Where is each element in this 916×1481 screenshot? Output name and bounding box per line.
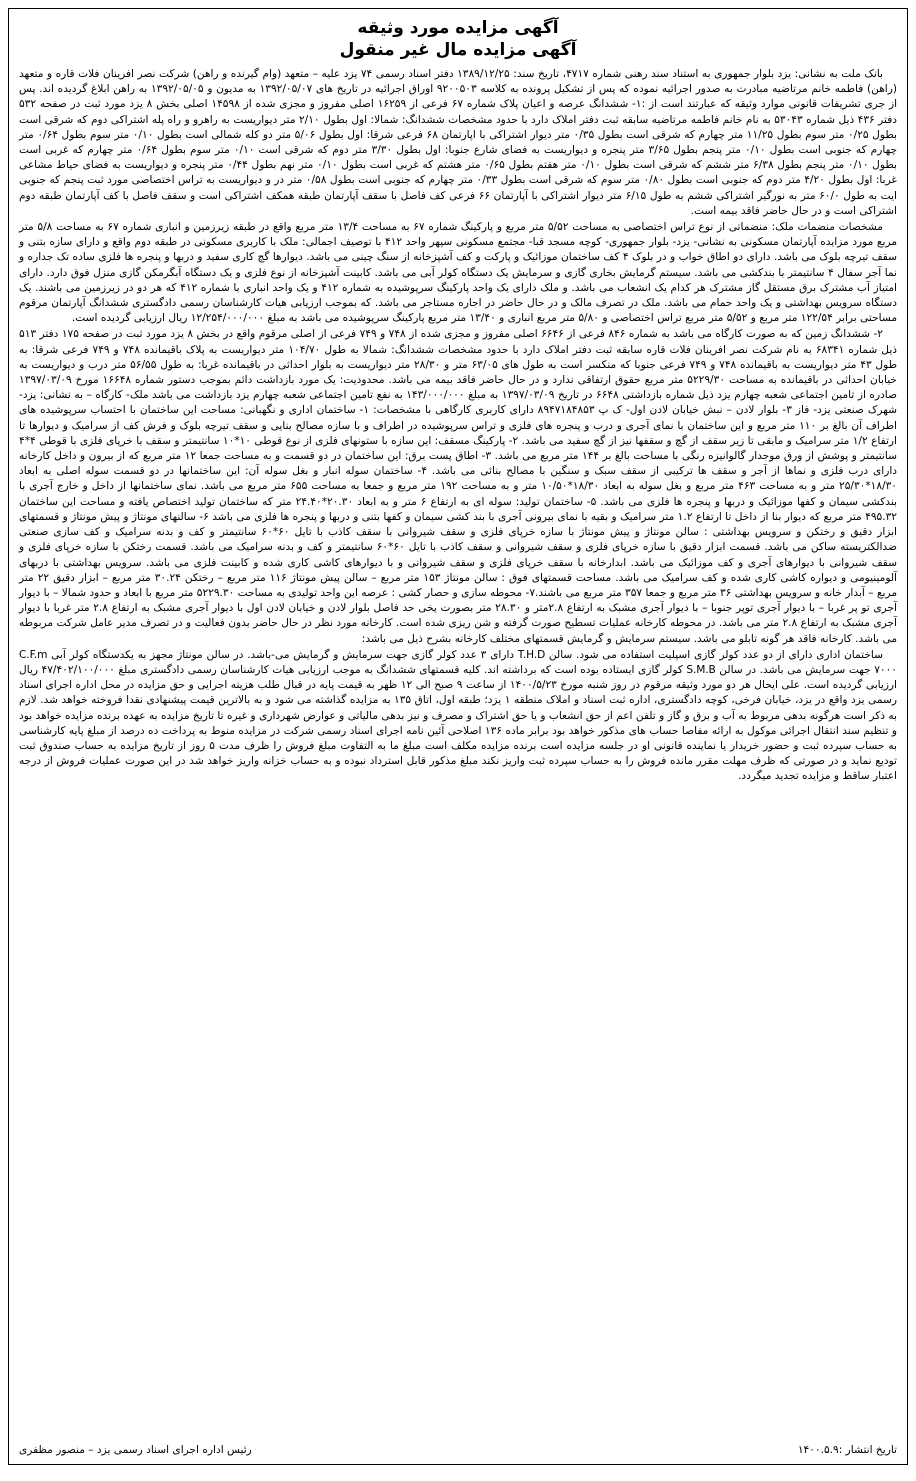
- signature-line: رئیس اداره اجرای اسناد رسمی یزد – منصور مظفری: [19, 1444, 252, 1456]
- paragraph-collateral-2: ۲- ششدانگ زمین که به صورت کارگاه می باشد به شماره ۸۴۶ فرعی از ۶۶۴۶ اصلی مفروز و مجزی شده از ۷۴۸ و ۷۴۹ فرعی از اصلی مرقوم واقع در بخش ۸ یزد مورد ثبت در صفحه ۱۷۵ دفتر ۵۱۳ ذیل شماره ۶۸۳۴۱ به نام شرکت نصر افرینان فلات قاره سابقه ثبت دفتر املاک دارد با حدود مشخصات ششدانگ: شمالا به طول ۱۰۴/۷۰ متر دیواریست به پلاک باقیمانده ۷۴۸ و ۷۴۹ فرعی شرقا: به طول ۴۳ متر دیواریست به باقیمانده ۷۴۸ و ۷۴۹ فرعی جنوبا که منکسر است به طول های ۶۳/۰۵ متر و ۲۸/۳۰ متر دیواریست به بلوار احداثی در باقیمانده غربا: به طول ۵۶/۵۵ متر درب و دیواریست به خیابان احداثی در باقیمانده به مساحت ۵۲۲۹/۳۰ متر مربع حقوق ارتفاقی ندارد و در حال حاضر فاقد بیمه می باشد. محدودیت: یک مورد بازداشت دائم بموجب دستور شماره ۱۶۶۴۸ مورخ ۱۳۹۷/۰۳/۰۹ صادره از تامین اجتماعی شعبه چهارم یزد ذیل شماره بازداشتی ۶۶۴۸ در تاریخ ۱۳۹۷/۰۳/۰۹ به مبلغ ۱۴۳/۰۰۰/۰۰۰ به نفع تامین اجتماعی شعبه چهارم یزد بازداشت می باشد ملک- کارگاه – به نشانی: یزد- شهرک صنعتی یزد- فاز ۳- بلوار لادن – نبش خیابان لادن اول- ک پ ۸۹۴۷۱۸۴۸۵۳ دارای کاربری کارگاهی با مشخصات: ۱- ساختمان اداری و نگهبانی: مساحت این ساختمان با احتساب سرپوشیده های اطراف آن بالغ بر ۱۱۰ متر مربع و این ساختمان با نمای آجری و درب و پنجره های فلزی و تراس سرپوشیده در اطراف و با سازه مصالح بنایی و سقف تیرچه بلوک و فرش کف از سرامیک و دیوارها تا ارتفاع ۱/۲ متر سرامیک و مابقی تا زیر سقف از گچ و سقفها نیز از گچ سفید می باشد. ۲- پارکینگ مسقف: این سازه با ستونهای فلزی از نوع قوطی ۱۰*۱۰ سانتیمتر و سقف با خرپای فلزی با قوطی ۴*۴ سانتیمتر و پوشش از ورق موجدار گالوانیزه رنگی با مساحت بالغ بر ۱۴۴ متر مربع می باشد. ۳- اطاق پست برق: این ساختمان در دو قسمت و به مساحت جمعا ۱۲ متر مربع که از بیرون و داخل کارخانه دارای درب فلزی و نماها از آجر و سقف ها ترکیبی از سقف سبک و سنگین با مصالح بنائی می باشد. ۴- ساختمان سوله انبار و بغل سوله آن: این ساختمانها در دو قسمت سوله اصلی به ابعاد ۱۸/۳۰*۲۵/۳۰ متر و به مساحت ۴۶۳ متر مربع و بغل سوله به ابعاد ۱۸/۳۰*۱۰/۵۰ متر و به مساحت ۱۹۲ متر مربع و جمعا به مساحت ۶۵۵ متر مربع می باشد. نمای ساختمانها از داخل و خارج آجری با بندکشی سیمان و کفها موزائیک و دربها و پنجره ها فلزی می باشد. ۵- ساختمان تولید: سوله ای به ارتفاع ۶ متر و به ابعاد ۲۰.۳۰*۲۴.۴۰ متر که ساختمان تولید اختصاص یافته و مساحت این ساختمان ۴۹۵.۳۲ متر مربع که دیوار بنا از داخل تا ارتفاع ۱.۲ متر سرامیک و بقیه با نمای بیرونی آجری با بند کشی سیمان و کفها بتنی و دربها و پنجره ها فلزی می باشد ۶- سالنهای مونتاژ و پیش مونتاژ و قسمتهای ابزار دقیق و رختکن و سرویس بهداشتی : سالن مونتاژ و پیش مونتاژ با سازه خرپای فلزی و سقف شیروانی با سقف کاذب با تایل ۶۰*۶۰ سانتیمتر و کف و بدنه سرامیک و کف سازی صنعتی ضدالکتریسته ساکن می باشد. قسمت ابزار دقیق با سازه خرپای فلزی و سقف شیروانی و سقف کاذب با تایل ۶۰*۶۰ سانتیمتر و کف و بدنه سرامیک می باشد. قسمت رختکن با سازه خرپای فلزی و سقف شیروانی با دیوارهای آجری و کف موزائیک می باشد. ابدارخانه با سقف خرپای فلزی و سقف شیروانی و با دیوارهای کاشی کاری شده و کابینت فلزی می باشد. سرویس بهداشتی با دربهای آلومینیومی و دیواره کاشی کاری شده و کف سرامیک می باشد. مساحت قسمتهای فوق : سالن مونتاژ ۱۵۳ متر مربع – سالن پیش مونتاژ ۱۱۶ متر مربع – رختکن ۳۰.۲۴ متر مربع – ابزار دقیق ۲۲ متر مربع – آبدار خانه و سرویس بهداشتی ۳۶ متر مربع و جمعا ۳۵۷ متر مربع می باشند.۷- محوطه سازی و حصار کشی : عرصه این واحد تولیدی به مساحت ۵۲۲۹.۳۰ متر مربع با ابعاد و حدود شمالا – با دیوار آجری تو پر غربا – با دیوار آجری توپر جنوبا – با دیوار آجری مشبک به ارتفاع ۲.۸متر و ۲۸.۳۰ متر بصورت یخی حد فاصل بلوار لادن و خیابان لادن اول با دیوار آجری مشبک به ارتفاع ۲.۸ متر غربا با دیوار آجری مشبک به ارتفاع ۲.۸ متر می باشد. در محوطه کارخانه عملیات تسطیح صورت گرفته و شن ریزی شده است. کارخانه مورد نظر در حال حاضر بدون فعالیت و در تصرف مدیر عامل شرکت مربوطه می باشد. کارخانه فاقد هر گونه تابلو می باشد. سیستم سرمایش و گرمایش قسمتهای مختلف کارخانه بشرح ذیل می باشد:: [19, 328, 898, 645]
- title-block: [19, 17, 897, 61]
- notice-body: [19, 67, 897, 785]
- paragraph-attachments: مشخصات منضمات ملک: منضماتی از نوع تراس اختصاصی به مساحت ۵/۵۲ متر مربع و پارکینگ شماره ۶۷ به مساحت ۱۳/۴ متر مربع واقع در طبقه زیرزمین و انباری شماره ۶۷ به مساحت ۵/۸ متر مربع مورد مزایده آپارتمان مسکونی به نشانی- یزد- بلوار جمهوری- کوچه مسجد قبا- مجتمع مسکونی سپهر واحد ۴۱۲ با توصیف اجمالی: ملک با کاربری مسکونی در طبقه دوم واقع و دارای سازه بتنی و سقف تیرچه بلوک می باشد. دارای دو اطاق خواب و در بلوک ۴ کف ساختمان موزائیک و پارکت و کف آشپزخانه از سنگ چینی می باشد. دیوارها گچ کاری سفید و دربها و پنجره ها فلزی ساده تک جداره و نما آجر سفال ۴ سانتیمتر با بندکشی می باشد. سیستم گرمایش بخاری گازی و سرمایش یک دستگاه کولر آبی می باشد. کابینت آشپزخانه از نوع فلزی و یک دستگاه آبگرمکن گازی منزل فوق دارد. دارای امتیاز آب مشترک برق مستقل گاز مشترک هر کدام یک انشعاب می باشد. و ملک دارای یک واحد پارکینگ سرپوشیده به شماره ۴۱۲ و یک واحد انباری با شماره ۴۱۲ که هر دو در زیرزمین می باشند. یک دستگاه سرویس بهداشتی و یک واحد حمام می باشد. ملک در تصرف مالک و در حال حاضر در اجاره مستاجر می باشد. که بموجب ارزیابی هیات کارشناسان رسمی دادگستری ششدانگ آپارتمان مرقوم مساحتی برابر ۱۲۲/۵۴ متر مربع و ۵/۵۲ متر مربع تراس اختصاصی و ۵/۸۰ متر مربع انباری و ۱۳/۴۰ متر مربع پارکینگ سرپوشیده می باشد به مبلغ ۱۲/۲۵۴/۰۰۰/۰۰۰ ریال ارزیابی گردیده است.: [19, 221, 897, 325]
- notice-title: آگهی مزایده مورد وثیقه: [357, 18, 559, 38]
- publish-date: تاریخ انتشار :۱۴۰۰.۵.۹: [797, 1444, 897, 1456]
- notice-footer: [19, 1443, 897, 1458]
- paragraph-auction-terms: ساختمان اداری دارای از دو عدد کولر گازی اسپلیت استفاده می شود. سالن T.H.D دارای ۳ عدد کولر گازی جهت سرمایش و گرمایش می-باشد. در سالن مونتاژ مجهز به یکدستگاه کولر آبی C.F.m ۷۰۰۰ جهت سرمایش می باشد. در سالن S.M.B کولر گازی ایستاده بوده است که برداشته اند. کلیه قسمتهای ششدانگ به موجب ارزیابی هیات کارشناسان رسمی دادگستری مبلغ ۴۷/۴۰۲/۱۰۰/۰۰۰ ریال ارزیابی گردیده است. علی ایحال هر دو مورد وثیقه مرقوم در روز شنبه مورخ ۱۴۰۰/۵/۲۳ از ساعت ۹ صبح الی ۱۲ ظهر به قیمت پایه در قبال طلب هزینه اجرایی و حق مزایده در محل اداره اجرای اسناد رسمی یزد واقع در یزد، خیابان فرخی، کوچه دادگستری، اداره ثبت اسناد و املاک منطقه ۱ یزد؛ طبقه اول، اتاق ۱۳۵ به مزایده گذاشته می شود و به بالاترین قیمت پیشنهادی نقدا فروخته خواهد شد. لازم به ذکر است هرگونه بدهی مربوط به آب و برق و گاز و تلفن اعم از حق انشعاب و یا حق اشتراک و مصرف و نیز بدهی مالیاتی و عوارض شهرداری و غیره تا تاریخ مزایده به عهده برنده مزایده خواهد بود و تنظیم سند انتقال اجرائی موکول به ارائه مفاصا حساب های مذکور خواهد بود برابر ماده ۱۳۶ اصلاحی آئین نامه اجرای اسناد رسمی شرکت در مزایده منوط به پرداخت ده درصد از مبلغ پایه کارشناسی به حساب سپرده ثبت و حضور خریدار یا نماینده قانونی او در جلسه مزایده است برنده مزایده مکلف است مبلغ ما به التفاوت مبلغ فروش را ظرف مدت ۵ روز از تاریخ مزایده به حساب صندوق ثبت تودیع نماید و در صورتی که ظرف مهلت مقرر مانده فروش را به حساب سپرده ثبت واریز نکند مبلغ مذکور قابل استرداد نبوده و به حساب خزانه واریز خواهد شد در این صورت عملیات فروش از درجه اعتبار ساقط و مزایده تجدید میگردد.: [19, 648, 898, 783]
- notice-subtitle: آگهی مزایده مال غیر منقول: [339, 40, 577, 60]
- notice-page: [8, 8, 908, 1465]
- paragraph-collateral-1: بانک ملت به نشانی: یزد بلوار جمهوری به استناد سند رهنی شماره ۴۷۱۷، تاریخ سند: ۱۳۸۹/۱۲/۲۵ دفتر اسناد رسمی ۷۴ یزد علیه – متعهد (وام گیرنده و راهن) شرکت نصر افرینان فلات قاره و متعهد (راهن) فاطمه خانم مرتاضیه مبادرت به صدور اجرائیه نموده که پس از تشکیل پرونده به کلاسه ۹۲۰۰۵۰۳ اوراق اجرائیه در تاریخ های ۱۳۹۲/۰۵/۰۷ به مدیون و ۱۳۹۲/۰۵/۰۵ به راهن ابلاغ گردیده اند. پس از جری تشریفات قانونی موارد وثیقه که عبارتند است از :۱- ششدانگ عرصه و اعیان پلاک شماره ۶۷ فرعی از ۱۶۲۵۹ اصلی مفروز و مجزی شده از ۱۴۵۹۸ اصلی بخش ۸ یزد مورد ثبت در صفحه ۵۳۲ دفتر ۴۳۶ ذیل شماره ۵۳۰۴۳ به نام خانم فاطمه مرتاضیه سابقه ثبت دفتر املاک دارد با حدود مشخصات ششدانگ: شمالا: اول بطول ۲/۱۰ متر دیواریست به راهرو و راه پله اشتراکی دوم که شرقی است بطول ۰/۲۵ متر سوم بطول ۱۱/۲۵ متر چهارم که شرقی است بطول ۰/۳۵ متر دیوار اشتراکی با اپارتمان ۶۸ فرعی شرقا: اول بطول ۵/۰۶ متر دو کله شمالی است بطول ۰/۱۰ متر سوم بطول ۰/۶۴ متر چهارم که جنوبی است بطول ۰/۱۰ متر پنجم بطول ۳/۶۵ متر پنجره و دیواریست به فضای شارع جنوبا: اول بطول ۳/۳۰ متر دوم که شرقی است ۰/۱۰ متر سوم بطول ۰/۶۴ متر چهارم که غربی است بطول ۰/۱۰ متر پنجم بطول ۶/۳۸ متر ششم که شرقی است بطول ۰/۱۰ متر هفتم بطول ۰/۶۵ متر هشتم که غربی است بطول ۰/۱۰ متر نهم بطول ۰/۴۴ متر پنجره و دیواریست به فضای حیاط مشاعی غربا: اول بطول ۴/۲۰ متر دوم که جنوبی است بطول ۰/۸۰ متر سوم که شرقی است بطول ۰/۳۳ متر چهارم که جنوبی است بطول ۰/۵۸ متر در و دیواریست به تراس اختصاصی مورد ثبت پنجم که جنوبی ایت به طول ۶۰/۰ متر به نورگیر اشتراکی ششم به طول ۶/۱۵ متر دیوار اشتراکی با آپارتمان ۶۶ فرعی کف فاصل با سقف آپارتمان طبقه همکف اشتراکی است و سقف فاصل با کف آپارتمان طبقه دوم اشتراکی است و در حال حاضر فاقد بیمه است.: [19, 68, 898, 217]
